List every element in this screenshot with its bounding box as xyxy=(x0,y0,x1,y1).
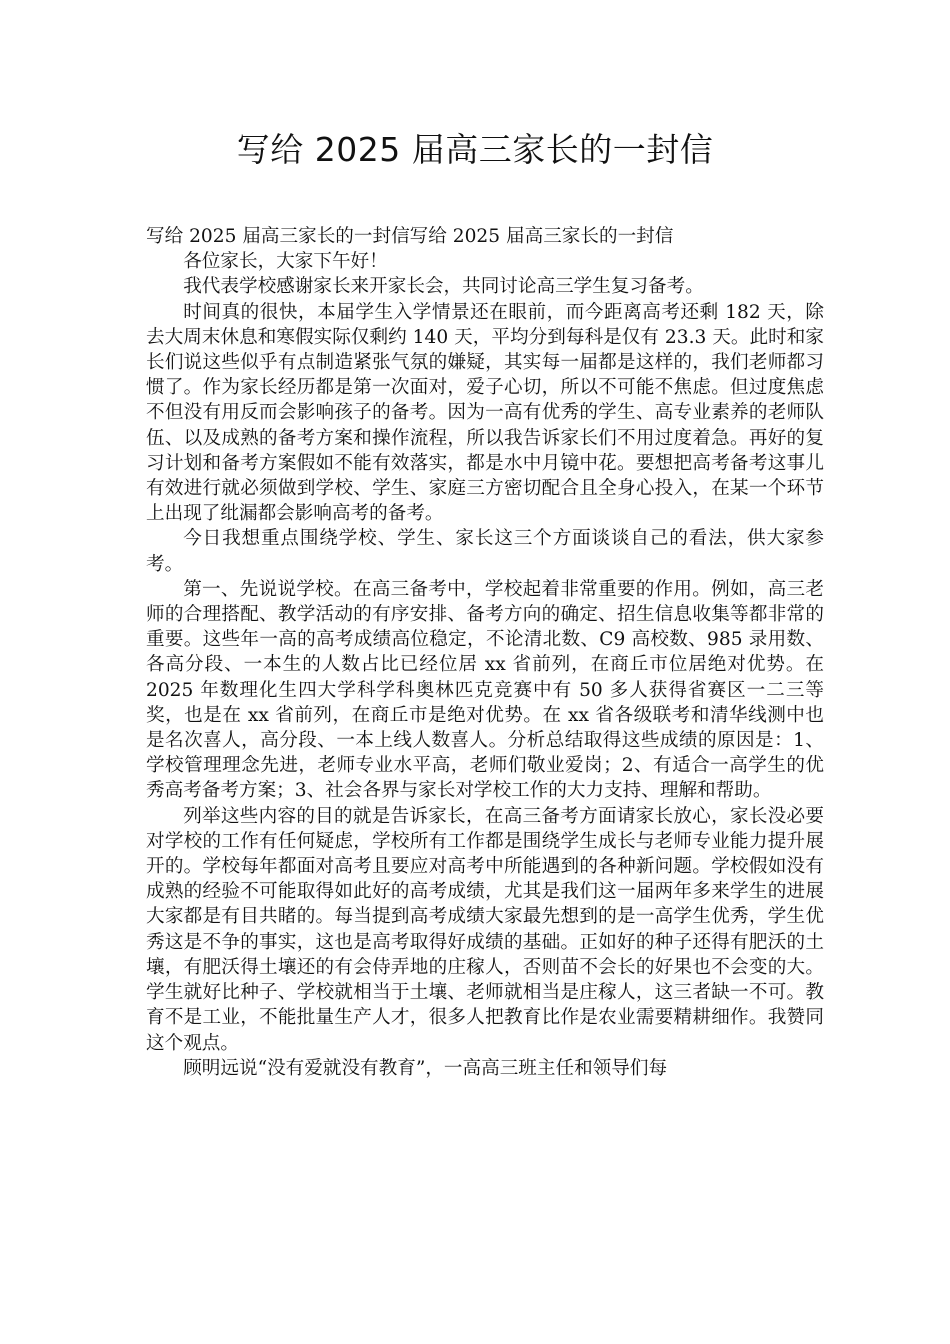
quote-paragraph: 顾明远说“没有爱就没有教育”，一高高三班主任和领导们每 xyxy=(183,1057,668,1079)
intro-heading-line: 写给 2025 届高三家长的一封信写给 2025 届高三家长的一封信 xyxy=(146,226,674,247)
time-paragraph: 时间真的很快，本届学生入学情景还在眼前，而今距离高考还剩 182 天，除去大周末休息和寒假实际仅剩约 140 天，平均分到每科是仅有 23.3 天。此时和家长们说这些似乎有点制造紧张气氛的嫌疑，其实每一届都是这样的，我们老师都习惯了。作为家长经历都是第一次面对，爱子心切，所以不可能不焦虑。但过度焦虑不但没有用反而会影响孩子的备考。因为一高有优秀的学生、高专业素养的老师队伍、以及成熟的备考方案和操作流程，所以我告诉家长们不用过度着急。再好的复习计划和备考方案假如不能有效落实，都是水中月镜中花。要想把高考备考这事儿有效进行就必须做到学校、学生、家庭三方密切配合且全身心投入，在某一个环节上出现了纰漏都会影响高考的备考。 xyxy=(146,301,824,525)
focus-paragraph: 今日我想重点围绕学校、学生、家长这三个方面谈谈自己的看法，供大家参考。 xyxy=(146,528,824,575)
reassurance-paragraph: 列举这些内容的目的就是告诉家长，在高三备考方面请家长放心，家长没必要对学校的工作有任何疑虑，学校所有工作都是围绕学生成长与老师专业能力提升展开的。学校每年都面对高考且要应对高考中所能遇到的各种新问题。学校假如没有成熟的经验不可能取得如此好的高考成绩，尤其是我们这一届两年多来学生的进展大家都是有目共睹的。每当提到高考成绩大家最先想到的是一高学生优秀，学生优秀这是不争的事实，这也是高考取得好成绩的基础。正如好的种子还得有肥沃的土壤，有肥沃得土壤还的有会侍弄地的庄稼人，否则苗不会长的好果也不会变的大。学生就好比种子、学校就相当于土壤、老师就相当是庄稼人，这三者缺一不可。教育不是工业，不能批量生产人才，很多人把教育比作是农业需要精耕细作。我赞同这个观点。 xyxy=(146,805,824,1054)
greeting-paragraph: 各位家长，大家下午好！ xyxy=(183,251,388,273)
document-title: 写给 2025 届高三家长的一封信 xyxy=(236,130,714,169)
document-body xyxy=(146,224,824,1081)
school-paragraph: 第一、先说说学校。在高三备考中，学校起着非常重要的作用。例如，高三老师的合理搭配、教学活动的有序安排、备考方向的确定、招生信息收集等都非常的重要。这些年一高的高考成绩高位稳定，不论清北数、C9 高校数、985 录用数、各高分段、一本生的人数占比已经位居 xx 省前列，在商丘市位居绝对优势。在 2025 年数理化生四大学科学科奥林匹克竞赛中有 50 多人获得省赛区一二三等奖，也是在 xx 省前列，在商丘市是绝对优势。在 xx 省各级联考和清华线测中也是名次喜人，高分段、一本上线人数喜人。分析总结取得这些成绩的原因是：1、学校管理理念先进，老师专业水平高，老师们敬业爱岗；2、有适合一高学生的优秀高考备考方案；3、社会各界与家长对学校工作的大力支持、理解和帮助。 xyxy=(146,578,824,802)
thanks-paragraph: 我代表学校感谢家长来开家长会，共同讨论高三学生复习备考。 xyxy=(183,276,704,298)
